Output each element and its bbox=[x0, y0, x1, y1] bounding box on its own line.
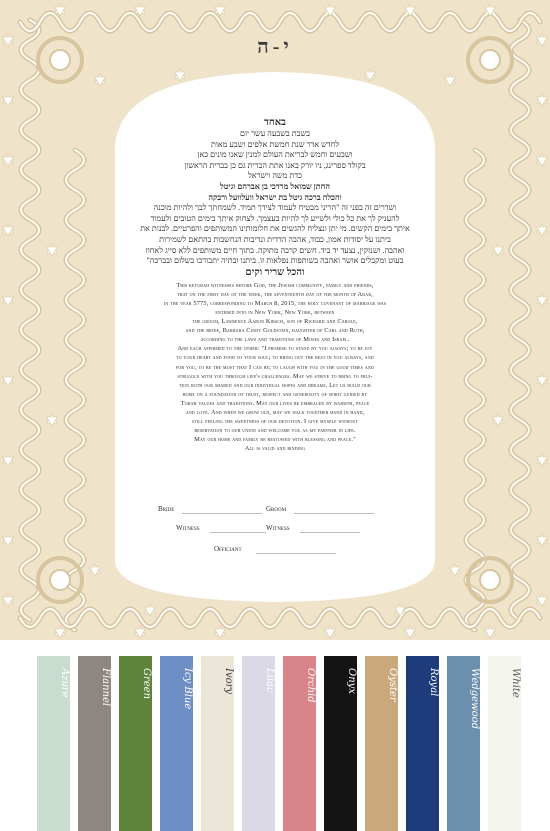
hebrew-text-block bbox=[120, 129, 430, 279]
officiant-signature-line bbox=[256, 553, 336, 554]
english-line: struggle with you through life's challenges. May we strive to bring to frui- bbox=[177, 372, 373, 380]
officiant-label: Officiant bbox=[214, 545, 242, 553]
hebrew-line: בקולד ספרינג, ניו יורק באנו אתת הברית גם כן בברית הראשון bbox=[184, 160, 366, 170]
english-line: This ketubah witnesses before God, the Jewish community, family and friends, bbox=[176, 281, 374, 289]
witness-signature-line-1 bbox=[210, 532, 266, 533]
swatch-royal[interactable] bbox=[406, 656, 439, 831]
corner-flourish bbox=[50, 570, 70, 590]
swatch-label: Onyx bbox=[346, 668, 357, 694]
hebrew-line: להעניק לך את כל כולי ולשייע לך להיות בעצמך. לצחוק איתך בימים הטובים ולעמוד bbox=[150, 213, 400, 223]
groom-label: Groom bbox=[266, 505, 287, 513]
swatch-ivory[interactable] bbox=[201, 656, 234, 831]
hebrew-line: ושדרים זה בפני זה "הריני מבטיח לעמוד לצידך תמיד. לשמחתך לבך ולהיות מוכנה bbox=[153, 203, 397, 213]
hebrew-top-word: י-ה bbox=[257, 36, 293, 58]
hebrew-opening: באחד bbox=[264, 117, 286, 128]
swatch-label: Ivory bbox=[223, 668, 234, 695]
swatch-lilac[interactable] bbox=[242, 656, 275, 831]
english-line: and the bride, Barbara Cindy Goldstein, daughter of Carl and Ruth, bbox=[185, 327, 365, 335]
witness-signature-line-2 bbox=[300, 532, 360, 533]
hebrew-line: בעוט ומקבלים אושר ואהבה בשותפות נפלאות זו. ביתנו ובתיה יתבורכו בשלום ובברכה" bbox=[146, 256, 404, 266]
english-line: home on a foundation of trust, respect and generosity of spirit guided by bbox=[182, 390, 368, 398]
swatch-label: Orchid bbox=[305, 668, 316, 703]
ketubah-text bbox=[120, 117, 430, 454]
english-line: Torah values and traditions. May our lives be embraced by warmth, peace bbox=[180, 399, 370, 407]
english-line: for you, to be the most that I can be; to laugh with you in the good times and bbox=[175, 363, 375, 371]
english-line: the groom, Lawrence Aaron Kirsch, son of Richard and Carole, bbox=[192, 318, 358, 326]
english-text-block bbox=[120, 281, 430, 454]
english-line: tion both our shared and our individual hopes and dreams. Let us build our bbox=[179, 381, 371, 389]
witness-label-1: Witness bbox=[176, 524, 200, 532]
swatch-white[interactable] bbox=[488, 656, 521, 831]
hebrew-line: ושבעים וחמש לבריאת העולם למנין שאנו מונים כאן bbox=[197, 150, 353, 160]
hebrew-line: ביתנו על יסודות אמון, כבוד, אהבה הדדית ונדיבות הנחשבות בהתאם לשמירות bbox=[159, 234, 391, 244]
corner-flourish bbox=[480, 570, 500, 590]
english-line: May our home and family be restowed with blessing and peace." bbox=[194, 436, 356, 444]
bride-label: Bride bbox=[158, 505, 175, 513]
swatch-label: Wedgewood bbox=[469, 668, 480, 730]
english-line: All is valid and binding bbox=[244, 445, 306, 453]
paper-color-swatches bbox=[0, 656, 550, 831]
swatch-oyster[interactable] bbox=[365, 656, 398, 831]
witness-label-2: Witness bbox=[266, 524, 290, 532]
hebrew-title bbox=[0, 36, 550, 59]
swatch-wedgewood[interactable] bbox=[447, 656, 480, 831]
groom-signature-line bbox=[294, 513, 374, 514]
english-line: reservation to our union and welcome you as my partner in life. bbox=[194, 427, 356, 435]
hebrew-line: והכל שריר וקים bbox=[245, 266, 305, 278]
swatch-flannel[interactable] bbox=[78, 656, 111, 831]
swatch-icy-blue[interactable] bbox=[160, 656, 193, 831]
hebrew-line: והכלה ברכה גיטל בת ישראל וועלוועל ורבקה bbox=[208, 192, 342, 202]
english-line: according to the laws and traditions of Moses and Israel. bbox=[200, 336, 350, 344]
english-line: that on the first day of the week, the seventeenth day of the month of Adar, bbox=[177, 290, 373, 298]
swatch-label: Green bbox=[141, 668, 152, 700]
hebrew-line: החתן שמואל מרדכי בן אברהם וגיטל bbox=[220, 181, 330, 191]
hebrew-line: בשבת בשבעה עשר יום bbox=[239, 129, 310, 138]
swatch-green[interactable] bbox=[119, 656, 152, 831]
hebrew-line: לחדש אדר שנת חמשת אלפים ושבע מאות bbox=[210, 139, 340, 149]
swatch-label: Flannel bbox=[100, 668, 111, 707]
swatch-label: Lilac bbox=[264, 668, 275, 693]
bride-signature-line bbox=[182, 513, 262, 514]
hebrew-line: איתך בימים הקשים. מי יתן ונצליח להגשים את חלומותינו המשותפים והפרטיים. לבנות את bbox=[140, 224, 410, 234]
hebrew-line: ואהבה. ושנזקין, נצעד יד ביד. חשים קרבה מתוקה. בתוך חיים משותפים ללא סייג לאחוז bbox=[145, 245, 405, 255]
swatch-onyx[interactable] bbox=[324, 656, 357, 831]
swatch-label: Royal bbox=[428, 668, 439, 697]
english-line: to your heart and food to your soul; to bring out the best in you always, and bbox=[176, 354, 374, 362]
swatch-label: Azure bbox=[59, 668, 70, 698]
signature-block bbox=[140, 505, 420, 565]
swatch-label: Icy Blue bbox=[182, 668, 193, 710]
english-line: still feeling the sweetness of our devotion. I give myself without bbox=[191, 418, 359, 426]
swatch-azure[interactable] bbox=[37, 656, 70, 831]
english-line: in the year 5775, corresponding to March 8, 2015, the holy covenant of marriage was bbox=[163, 299, 387, 307]
english-line: and love. And when we grow old, may we walk together hand in hand, bbox=[185, 409, 365, 417]
swatch-label: Oyster bbox=[387, 668, 398, 702]
swatch-label: White bbox=[510, 668, 521, 698]
swatch-orchid[interactable] bbox=[283, 656, 316, 831]
hebrew-line: כדת משה וישראל bbox=[248, 171, 302, 181]
english-line: entered into in New York, New York, between bbox=[215, 309, 335, 316]
english-line: And each affirmed to the other: "I promise to stand by you always; to be joy bbox=[177, 345, 373, 353]
